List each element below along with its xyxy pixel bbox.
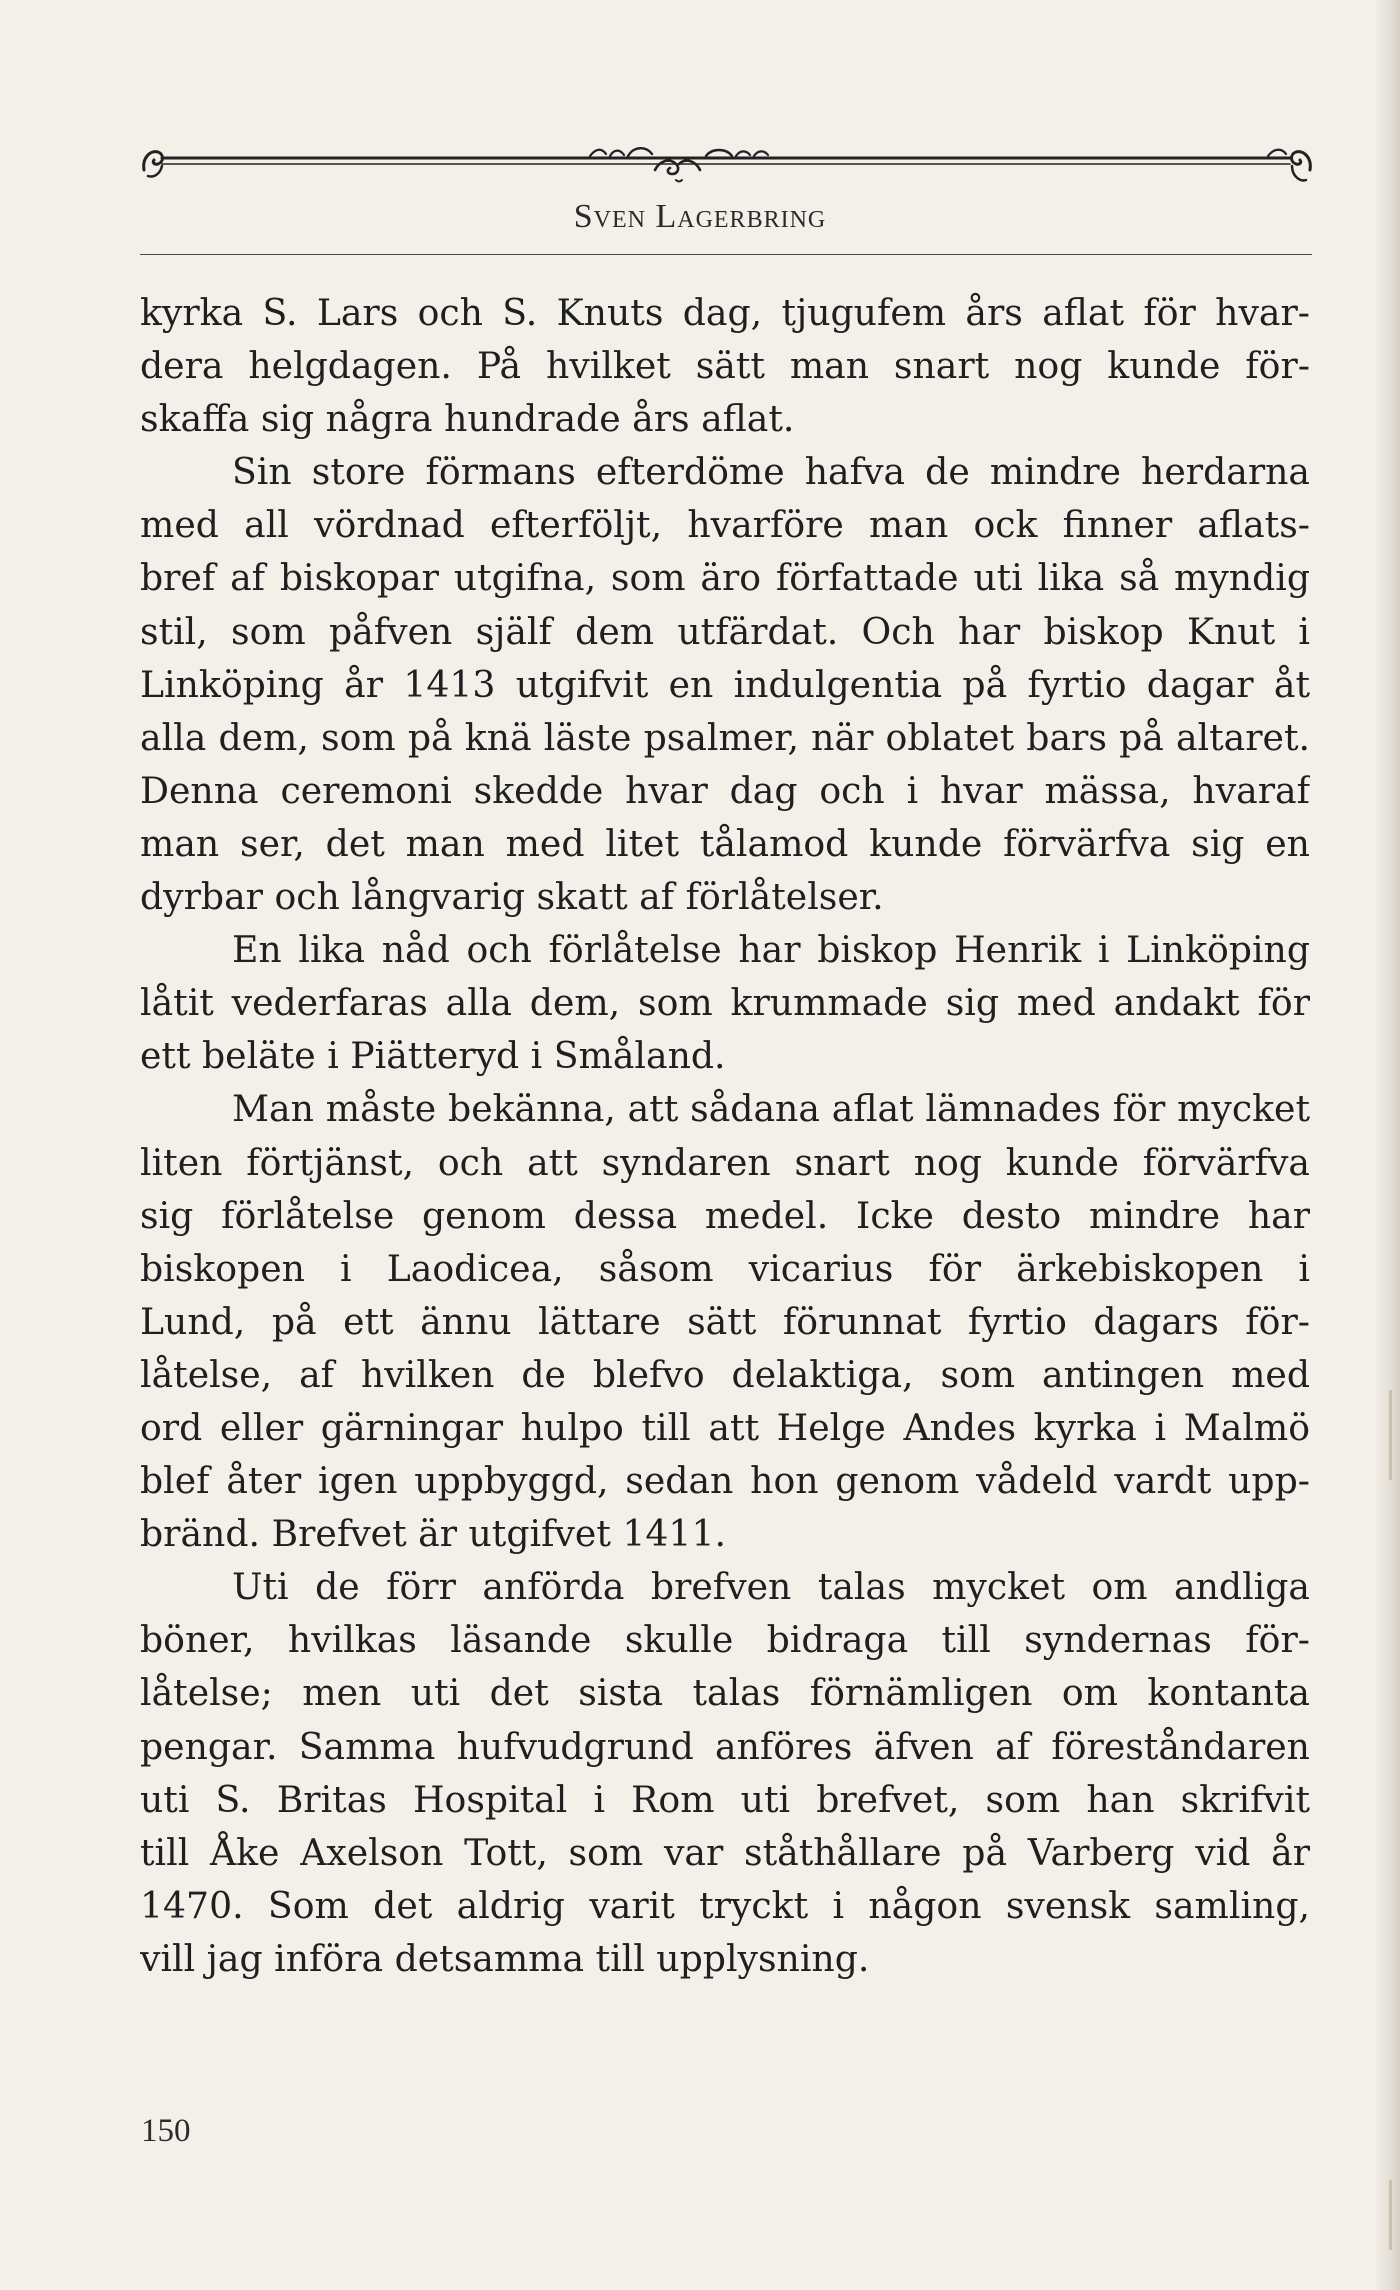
text-line: alla dem, som på knä läste psalmer, när oblatet bars på altaret. bbox=[140, 715, 1310, 759]
text-line: uti S. Britas Hospital i Rom uti brefvet, som han skrifvit bbox=[140, 1777, 1310, 1821]
text-line: Linköping år 1413 utgifvit en indulgentia på fyrtio dagar åt bbox=[140, 662, 1310, 706]
page-edge-mark bbox=[1389, 1390, 1392, 1480]
text-line: stil, som påfven själf dem utfärdat. Och har biskop Knut i bbox=[140, 609, 1310, 653]
text-line: 1470. Som det aldrig varit tryckt i någon svensk samling, bbox=[140, 1883, 1310, 1927]
text-line: skaffa sig några hundrade års aflat. bbox=[140, 397, 795, 441]
text-line: låtelse; men uti det sista talas förnämligen om kontanta bbox=[140, 1671, 1310, 1715]
paragraph bbox=[140, 286, 1310, 445]
text-line: ord eller gärningar hulpo till att Helge Andes kyrka i Malmö bbox=[140, 1405, 1310, 1449]
text-line: Denna ceremoni skedde hvar dag och i hvar mässa, hvaraf bbox=[140, 768, 1310, 812]
header-ornament bbox=[140, 136, 1315, 196]
text-line: En lika nåd och förlåtelse har biskop Henrik i Linköping bbox=[232, 928, 1310, 972]
text-line: låtit vederfaras alla dem, som krummade sig med andakt för bbox=[140, 981, 1310, 1025]
text-line: kyrka S. Lars och S. Knuts dag, tjugufem års aflat för hvar- bbox=[140, 291, 1310, 334]
text-line: vill jag införa detsamma till upplysning. bbox=[140, 1936, 870, 1980]
text-line: Sin store förmans efterdöme hafva de mindre herdarna bbox=[232, 450, 1310, 494]
page-edge-shadow bbox=[1374, 0, 1400, 2290]
text-line: ett beläte i Piätteryd i Småland. bbox=[140, 1034, 726, 1078]
text-line: dera helgdagen. På hvilket sätt man snart nog kunde för- bbox=[140, 344, 1310, 388]
page-edge-mark bbox=[1389, 2180, 1392, 2250]
text-line: till Åke Axelson Tott, som var ståthållare på Varberg vid år bbox=[140, 1830, 1310, 1874]
text-line: bref af biskopar utgifna, som äro författade uti lika så myndig bbox=[140, 556, 1310, 600]
page-number: 150 bbox=[141, 2113, 191, 2149]
text-line: pengar. Samma hufvudgrund anföres äfven af föreståndaren bbox=[140, 1724, 1310, 1768]
body-text bbox=[140, 286, 1310, 1985]
text-line: sig förlåtelse genom dessa medel. Icke desto mindre har bbox=[140, 1193, 1310, 1237]
text-line: Uti de förr anförda brefven talas mycket om andliga bbox=[232, 1565, 1310, 1609]
text-line: liten förtjänst, och att syndaren snart nog kunde förvärfva bbox=[140, 1140, 1310, 1184]
paragraph bbox=[140, 1560, 1310, 1985]
text-line: låtelse, af hvilken de blefvo delaktiga, som antingen med bbox=[140, 1352, 1310, 1396]
text-line: Man måste bekänna, att sådana aflat lämnades för mycket bbox=[232, 1087, 1310, 1131]
text-line: bränd. Brefvet är utgifvet 1411. bbox=[140, 1512, 726, 1556]
text-line: biskopen i Laodicea, såsom vicarius för ärkebiskopen i bbox=[140, 1246, 1310, 1290]
paragraph bbox=[140, 923, 1310, 1082]
paragraph bbox=[140, 445, 1310, 923]
text-line: Lund, på ett ännu lättare sätt förunnat fyrtio dagars för- bbox=[140, 1299, 1310, 1343]
header-rule bbox=[140, 254, 1312, 255]
text-line: med all vördnad efterföljt, hvarföre man ock finner aflats- bbox=[140, 503, 1310, 547]
paragraph bbox=[140, 1082, 1310, 1560]
running-head: Sven Lagerbring bbox=[573, 198, 827, 235]
text-line: dyrbar och långvarig skatt af förlåtelser. bbox=[140, 875, 884, 919]
text-line: blef åter igen uppbyggd, sedan hon genom vådeld vardt upp- bbox=[140, 1459, 1310, 1503]
text-line: böner, hvilkas läsande skulle bidraga till syndernas för- bbox=[140, 1618, 1310, 1662]
text-line: man ser, det man med litet tålamod kunde förvärfva sig en bbox=[140, 821, 1310, 865]
